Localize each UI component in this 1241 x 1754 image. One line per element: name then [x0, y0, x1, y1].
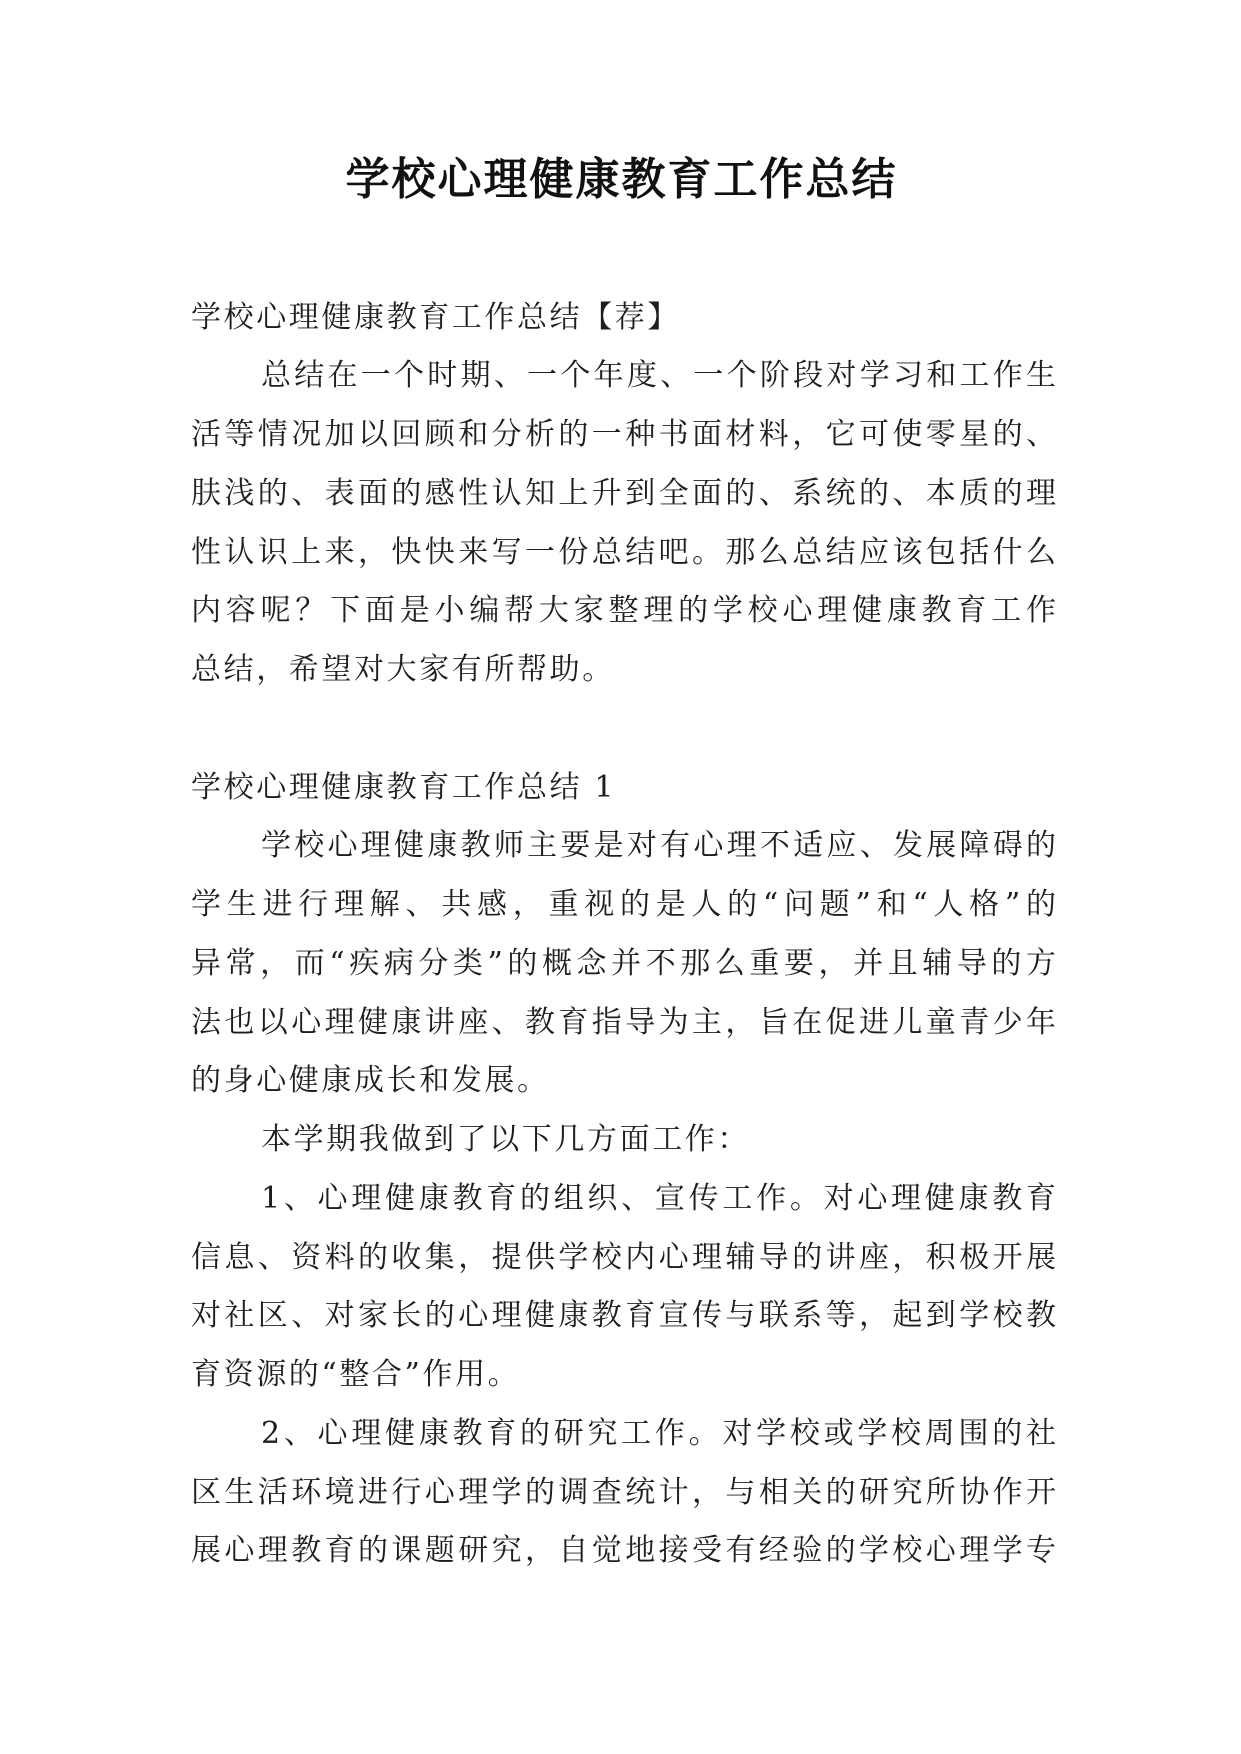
- section-paragraph: [191, 817, 1056, 1111]
- intro-paragraph: [191, 347, 1056, 700]
- paragraph-line: 内容呢？下面是小编帮大家整理的学校心理健康教育工作: [191, 593, 1056, 629]
- intro-heading: 学校心理健康教育工作总结【荐】: [191, 299, 680, 335]
- paragraph-line: 育资源的“整合”作用。: [191, 1357, 521, 1393]
- document-body: [191, 289, 1056, 1582]
- paragraph-line: 展心理教育的课题研究，自觉地接受有经验的学校心理学专: [191, 1533, 1056, 1569]
- blank-line: [191, 700, 1056, 759]
- section-heading: 学校心理健康教育工作总结 1: [191, 769, 617, 805]
- paragraph-line: 活等情况加以回顾和分析的一种书面材料，它可使零星的、: [191, 417, 1056, 453]
- paragraph-line: 1、心理健康教育的组织、宣传工作。对心理健康教育: [261, 1180, 1056, 1216]
- paragraph-line: 法也以心理健康讲座、教育指导为主，旨在促进儿童青少年: [191, 1004, 1056, 1040]
- page-title: 学校心理健康教育工作总结: [345, 154, 898, 205]
- section-paragraph: [191, 1111, 1056, 1170]
- paragraph-line: 总结在一个时期、一个年度、一个阶段对学习和工作生: [261, 358, 1056, 394]
- paragraph-line: 异常，而“疾病分类”的概念并不那么重要，并且辅导的方: [191, 945, 1056, 981]
- paragraph-line: 总结，希望对大家有所帮助。: [191, 652, 615, 688]
- paragraph-line: 本学期我做到了以下几方面工作：: [261, 1122, 750, 1158]
- section-paragraph: [191, 1170, 1056, 1405]
- paragraph-line: 对社区、对家长的心理健康教育宣传与联系等，起到学校教: [191, 1298, 1056, 1334]
- paragraph-line: 肤浅的、表面的感性认知上升到全面的、系统的、本质的理: [191, 475, 1056, 511]
- paragraph-line: 性认识上来，快快来写一份总结吧。那么总结应该包括什么: [191, 534, 1056, 570]
- section-paragraph: [191, 1405, 1056, 1581]
- paragraph-line: 的身心健康成长和发展。: [191, 1063, 550, 1099]
- paragraph-line: 学校心理健康教师主要是对有心理不适应、发展障碍的: [261, 828, 1056, 864]
- paragraph-line: 信息、资料的收集，提供学校内心理辅导的讲座，积极开展: [191, 1239, 1056, 1275]
- paragraph-line: 2、心理健康教育的研究工作。对学校或学校周围的社: [261, 1415, 1056, 1451]
- paragraph-line: 区生活环境进行心理学的调查统计，与相关的研究所协作开: [191, 1474, 1056, 1510]
- paragraph-line: 学生进行理解、共感，重视的是人的“问题”和“人格”的: [191, 887, 1056, 923]
